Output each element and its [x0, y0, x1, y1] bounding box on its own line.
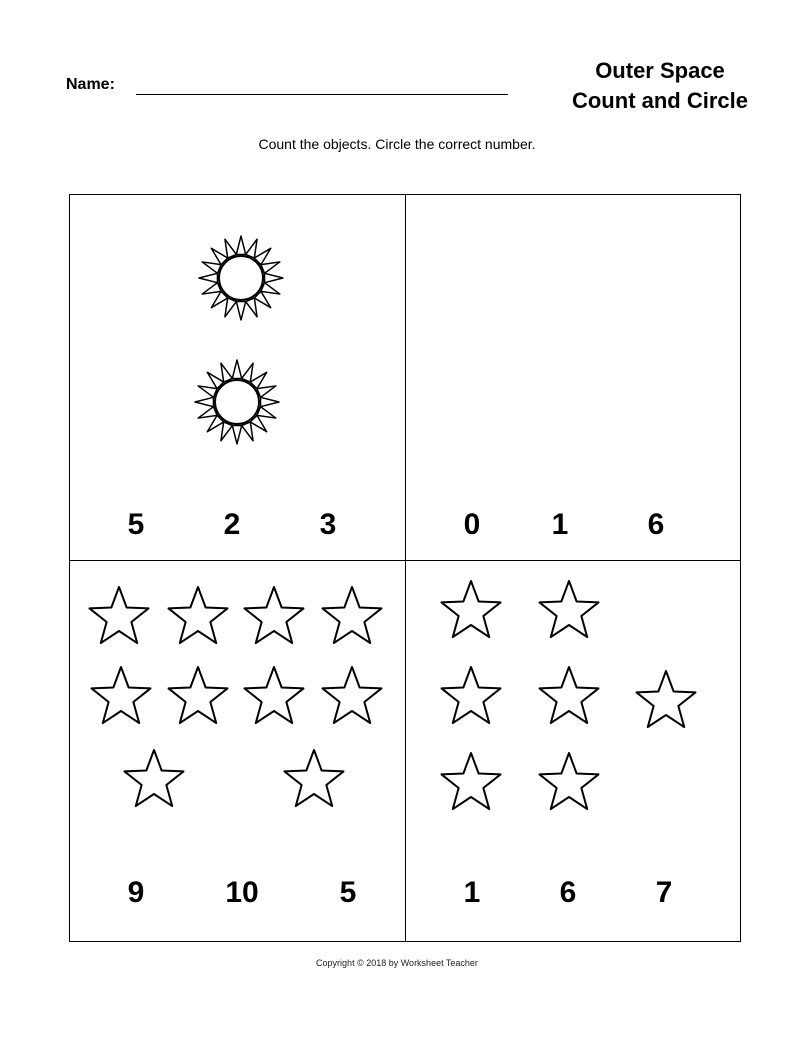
- star-outline: [540, 667, 599, 723]
- sun-ray: [261, 262, 280, 273]
- sun-ray: [246, 239, 257, 258]
- sun-ray: [225, 239, 236, 258]
- sun-ray: [199, 273, 217, 282]
- star-icon: [437, 578, 505, 642]
- sun-ray: [221, 363, 232, 382]
- sun-ray: [232, 426, 241, 444]
- sun-ray: [202, 283, 221, 294]
- worksheet-title: [550, 56, 770, 116]
- star-outline: [125, 750, 184, 806]
- sun-ray: [198, 407, 217, 418]
- sun-ray: [236, 302, 245, 320]
- sun-icon: [198, 235, 284, 321]
- sun-ray: [265, 273, 283, 282]
- star-icon: [437, 664, 505, 728]
- star-outline: [285, 750, 344, 806]
- sun-ray: [257, 386, 276, 397]
- star-outline: [442, 753, 501, 809]
- star-outline: [442, 667, 501, 723]
- sun-ray: [261, 283, 280, 294]
- choice-number[interactable]: 1: [463, 876, 481, 909]
- star-icon: [437, 750, 505, 814]
- sun-ray: [232, 360, 241, 378]
- star-icon: [318, 584, 386, 648]
- grid-divider-vertical: [405, 194, 406, 942]
- sun-ray: [261, 397, 279, 406]
- choice-number[interactable]: 5: [339, 876, 357, 909]
- star-outline: [169, 587, 228, 643]
- title-line-1: Outer Space: [595, 58, 725, 83]
- star-outline: [442, 581, 501, 637]
- sun-ray: [225, 298, 236, 317]
- sun-ray: [236, 236, 245, 254]
- star-icon: [318, 664, 386, 728]
- sun-ray: [257, 407, 276, 418]
- choice-number[interactable]: 1: [551, 508, 569, 541]
- choice-number[interactable]: 2: [223, 508, 241, 541]
- star-icon: [280, 747, 348, 811]
- choice-number[interactable]: 6: [647, 508, 665, 541]
- instruction-text: Count the objects. Circle the correct number.: [258, 136, 536, 152]
- choice-number[interactable]: 3: [319, 508, 337, 541]
- star-outline: [92, 667, 151, 723]
- star-icon: [120, 747, 188, 811]
- star-outline: [245, 587, 304, 643]
- grid-divider-horizontal: [69, 560, 741, 561]
- sun-ray: [221, 422, 232, 441]
- star-icon: [164, 664, 232, 728]
- title-line-2: Count and Circle: [571, 88, 748, 113]
- star-outline: [90, 587, 149, 643]
- sun-disc: [219, 256, 263, 300]
- sun-disc: [215, 380, 259, 424]
- sun-ray: [202, 262, 221, 273]
- sun-ray: [246, 298, 257, 317]
- choice-number[interactable]: 10: [225, 876, 259, 909]
- star-outline: [323, 667, 382, 723]
- sun-ray: [242, 422, 253, 441]
- star-outline: [323, 587, 382, 643]
- star-icon: [535, 578, 603, 642]
- star-icon: [240, 664, 308, 728]
- star-outline: [169, 667, 228, 723]
- star-icon: [535, 750, 603, 814]
- choice-number[interactable]: 0: [463, 508, 481, 541]
- star-outline: [637, 671, 696, 727]
- choice-number[interactable]: 6: [559, 876, 577, 909]
- name-label: Name:: [66, 76, 115, 93]
- star-icon: [632, 668, 700, 732]
- sun-ray: [198, 386, 217, 397]
- name-line[interactable]: [136, 94, 508, 95]
- star-icon: [535, 664, 603, 728]
- star-icon: [85, 584, 153, 648]
- star-icon: [240, 584, 308, 648]
- star-outline: [540, 753, 599, 809]
- sun-ray: [242, 363, 253, 382]
- choice-number[interactable]: 9: [127, 876, 145, 909]
- choice-number[interactable]: 7: [655, 876, 673, 909]
- star-outline: [540, 581, 599, 637]
- star-outline: [245, 667, 304, 723]
- choice-number[interactable]: 5: [127, 508, 145, 541]
- copyright-text: Copyright © 2018 by Worksheet Teacher: [316, 958, 478, 968]
- star-icon: [87, 664, 155, 728]
- sun-ray: [195, 397, 213, 406]
- sun-icon: [194, 359, 280, 445]
- star-icon: [164, 584, 232, 648]
